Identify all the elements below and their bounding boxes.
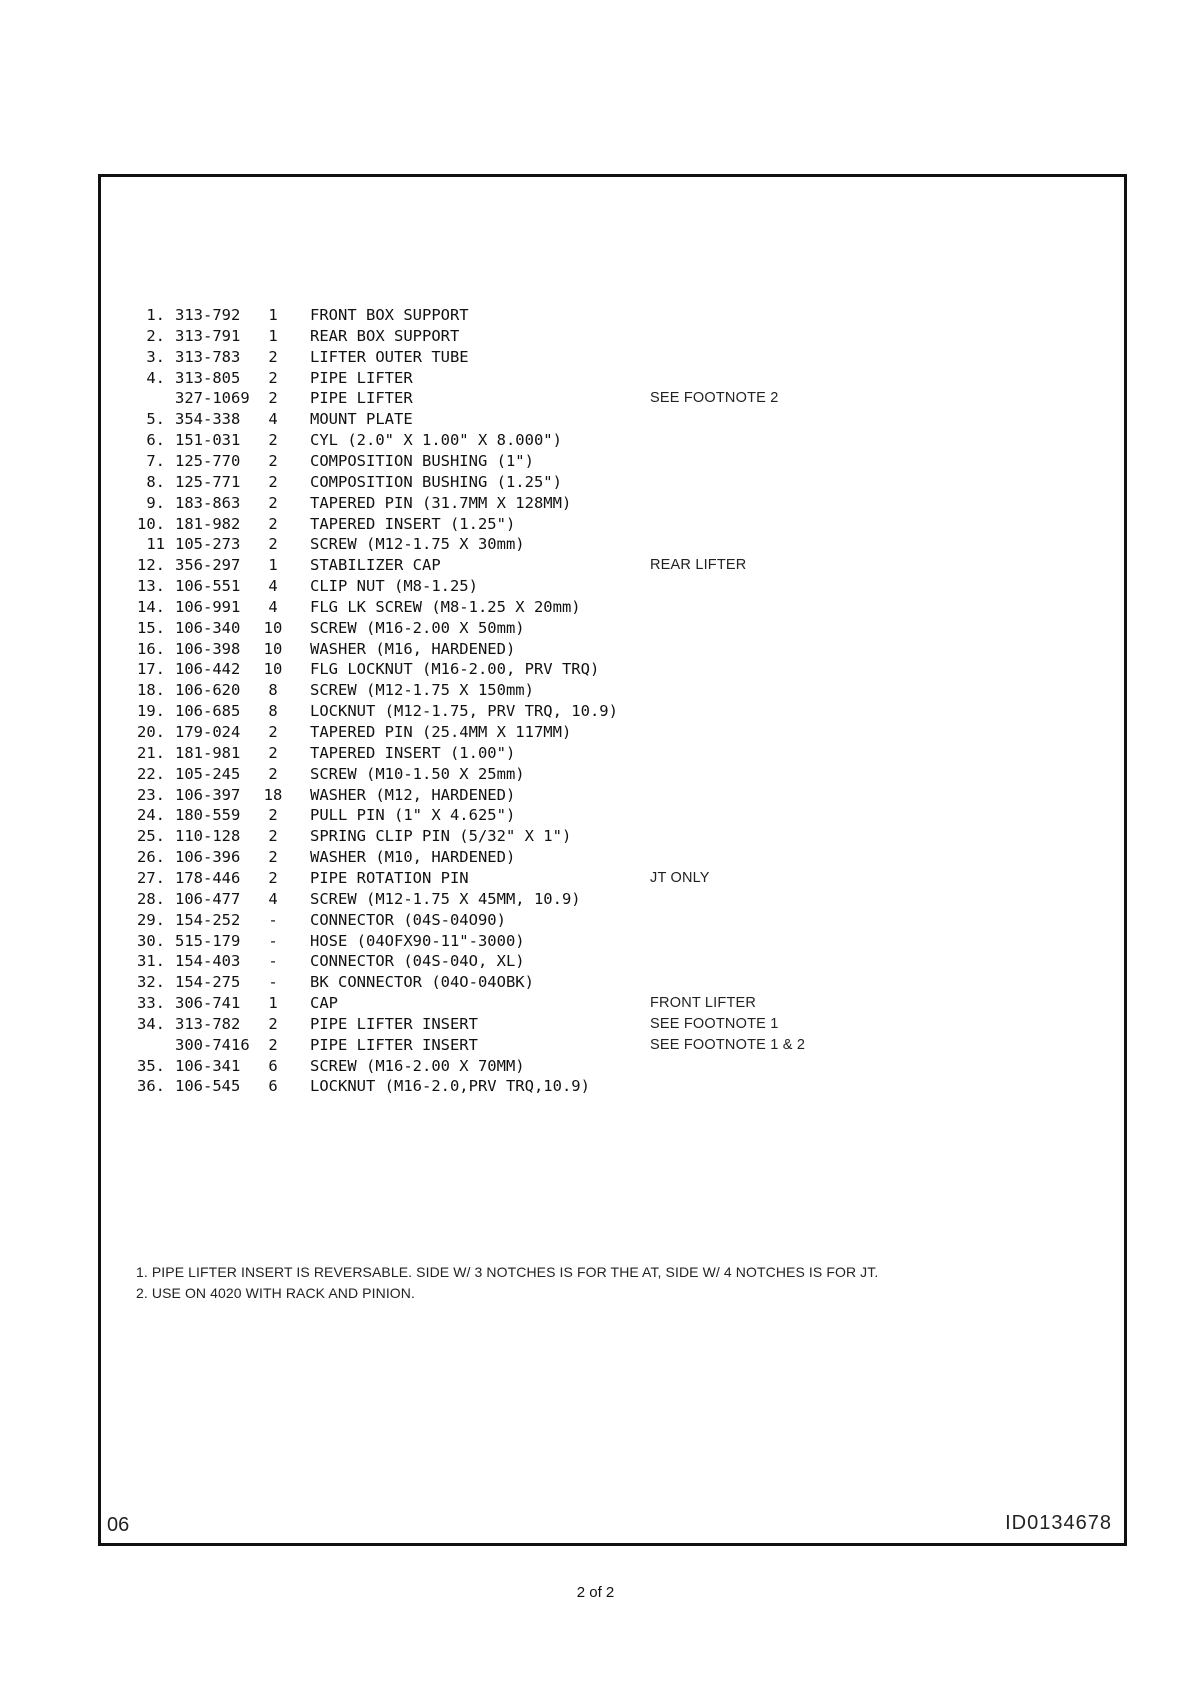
part-number: 106-340	[175, 618, 241, 637]
part-number: 179-024	[175, 723, 241, 741]
item-number: 34.	[137, 1014, 165, 1033]
quantity: 2	[268, 368, 278, 387]
part-number: 106-991	[175, 597, 241, 616]
part-number: 313-791	[175, 326, 241, 345]
quantity: 2	[268, 1014, 278, 1033]
description: FLG LOCKNUT (M16-2.00, PRV TRQ)	[310, 660, 600, 679]
part-number: 154-403	[175, 952, 241, 971]
quantity: 2	[268, 1035, 278, 1054]
description: SPRING CLIP PIN (5/32" X 1")	[310, 827, 572, 846]
quantity: 2	[268, 347, 278, 366]
quantity: 2	[268, 827, 278, 846]
part-number: 106-442	[175, 660, 241, 679]
quantity: 18	[263, 785, 283, 804]
item-number: 4.	[146, 368, 165, 387]
footnote-2: 2. USE ON 4020 WITH RACK AND PINION.	[136, 1285, 415, 1301]
quantity: 10	[263, 618, 283, 637]
description: MOUNT PLATE	[310, 410, 413, 429]
description: FRONT BOX SUPPORT	[310, 306, 469, 324]
quantity: -	[268, 910, 278, 929]
item-number: 32.	[137, 973, 165, 992]
part-number: 313-782	[175, 1014, 241, 1033]
part-number: 327-1069	[175, 389, 250, 408]
item-number: 25.	[137, 827, 165, 846]
quantity: 6	[268, 1056, 278, 1075]
part-number: 178-446	[175, 868, 241, 887]
quantity: 2	[268, 806, 278, 825]
description: SCREW (M12-1.75 X 30mm)	[310, 535, 525, 554]
part-number: 106-477	[175, 889, 241, 908]
part-number: 313-805	[175, 368, 241, 387]
description: PIPE LIFTER	[310, 389, 413, 408]
item-number: 13.	[137, 577, 165, 596]
description: SCREW (M16-2.00 X 50mm)	[310, 618, 525, 637]
part-number: 106-398	[175, 639, 241, 658]
quantity: 2	[268, 493, 278, 512]
description: PIPE LIFTER INSERT	[310, 1014, 478, 1033]
description: TAPERED INSERT (1.25")	[310, 514, 516, 533]
part-number: 106-397	[175, 785, 241, 804]
note: SEE FOOTNOTE 1 & 2	[650, 1036, 806, 1053]
item-number: 15.	[137, 618, 165, 637]
part-number: 183-863	[175, 493, 241, 512]
quantity: 2	[268, 848, 278, 867]
description: FLG LK SCREW (M8-1.25 X 20mm)	[310, 597, 581, 616]
description: LOCKNUT (M16-2.0,PRV TRQ,10.9)	[310, 1077, 590, 1096]
description: SCREW (M12-1.75 X 150mm)	[310, 681, 534, 700]
footnotes	[136, 1262, 878, 1304]
description: CAP	[310, 994, 338, 1013]
quantity: 2	[268, 472, 278, 491]
description: WASHER (M12, HARDENED)	[310, 785, 516, 804]
item-number: 33.	[137, 994, 165, 1013]
item-number: 22.	[137, 764, 165, 783]
item-number: 3.	[146, 347, 165, 366]
part-number: 106-341	[175, 1056, 241, 1075]
part-number: 306-741	[175, 994, 241, 1013]
item-number: 5.	[146, 410, 165, 429]
quantity: 4	[268, 597, 278, 616]
item-number: 10.	[137, 514, 165, 533]
part-number: 106-620	[175, 681, 241, 700]
quantity: -	[268, 931, 278, 950]
revision-number: 06	[107, 1514, 130, 1536]
part-number: 154-275	[175, 973, 241, 992]
part-number: 300-7416	[175, 1035, 250, 1054]
item-number: 20.	[137, 723, 165, 741]
description: WASHER (M10, HARDENED)	[310, 848, 516, 867]
part-number: 125-771	[175, 472, 241, 491]
quantity: 4	[268, 410, 278, 429]
quantity: 10	[263, 639, 283, 658]
item-number: 9.	[146, 493, 165, 512]
item-number: 21.	[137, 743, 165, 762]
description: WASHER (M16, HARDENED)	[310, 639, 516, 658]
description: SCREW (M12-1.75 X 45MM, 10.9)	[310, 889, 581, 908]
drawing-frame	[98, 174, 1127, 1546]
item-number: 31.	[137, 952, 165, 971]
description: TAPERED INSERT (1.00")	[310, 743, 516, 762]
item-number: 12.	[137, 556, 165, 575]
page-number: 2 of 2	[576, 1584, 615, 1601]
item-number: 26.	[137, 848, 165, 867]
part-number: 106-685	[175, 702, 241, 721]
note: REAR LIFTER	[650, 557, 747, 574]
quantity: 1	[268, 994, 278, 1013]
item-number: 24.	[137, 806, 165, 825]
item-number: 11	[146, 535, 165, 554]
quantity: 2	[268, 389, 278, 408]
description: COMPOSITION BUSHING (1.25")	[310, 472, 562, 491]
quantity: 2	[268, 431, 278, 450]
part-number: 105-245	[175, 764, 241, 783]
part-number: 110-128	[175, 827, 241, 846]
quantity: 2	[268, 723, 278, 741]
quantity: 10	[263, 660, 283, 679]
part-number: 180-559	[175, 806, 241, 825]
quantity: 2	[268, 535, 278, 554]
part-number: 125-770	[175, 451, 241, 470]
quantity: 4	[268, 889, 278, 908]
part-number: 356-297	[175, 556, 241, 575]
description: TAPERED PIN (25.4MM X 117MM)	[310, 723, 572, 741]
item-number: 1.	[146, 306, 165, 324]
item-number: 8.	[146, 472, 165, 491]
item-number: 18.	[137, 681, 165, 700]
part-number: 106-545	[175, 1077, 241, 1096]
description: COMPOSITION BUSHING (1")	[310, 451, 534, 470]
quantity: 6	[268, 1077, 278, 1096]
item-number: 14.	[137, 597, 165, 616]
description: CONNECTOR (04S-04O, XL)	[310, 952, 525, 971]
item-number: 2.	[146, 326, 165, 345]
note: SEE FOOTNOTE 1	[650, 1015, 779, 1032]
description: PIPE LIFTER	[310, 368, 413, 387]
quantity: -	[268, 973, 278, 992]
description: LIFTER OUTER TUBE	[310, 347, 469, 366]
description: HOSE (04OFX90-11"-3000)	[310, 931, 525, 950]
description: SCREW (M10-1.50 X 25mm)	[310, 764, 525, 783]
description: CLIP NUT (M8-1.25)	[310, 577, 478, 596]
quantity: 4	[268, 577, 278, 596]
item-number: 36.	[137, 1077, 165, 1096]
part-number: 106-551	[175, 577, 241, 596]
part-number: 151-031	[175, 431, 241, 450]
description: TAPERED PIN (31.7MM X 128MM)	[310, 493, 572, 512]
part-number: 313-783	[175, 347, 241, 366]
description: PIPE LIFTER INSERT	[310, 1035, 478, 1054]
quantity: 1	[268, 556, 278, 575]
item-number: 6.	[146, 431, 165, 450]
item-number: 17.	[137, 660, 165, 679]
item-number: 35.	[137, 1056, 165, 1075]
document-id: ID0134678	[1005, 1512, 1112, 1534]
quantity: 1	[268, 326, 278, 345]
quantity: 1	[268, 306, 278, 324]
part-number: 105-273	[175, 535, 241, 554]
description: CYL (2.0" X 1.00" X 8.000")	[310, 431, 562, 450]
quantity: 2	[268, 514, 278, 533]
note: SEE FOOTNOTE 2	[650, 390, 779, 407]
description: LOCKNUT (M12-1.75, PRV TRQ, 10.9)	[310, 702, 618, 721]
item-number: 23.	[137, 785, 165, 804]
part-number: 515-179	[175, 931, 241, 950]
quantity: 2	[268, 743, 278, 762]
item-number: 29.	[137, 910, 165, 929]
quantity: 2	[268, 868, 278, 887]
item-number: 16.	[137, 639, 165, 658]
note: JT ONLY	[650, 869, 710, 886]
item-number: 30.	[137, 931, 165, 950]
description: STABILIZER CAP	[310, 556, 441, 575]
item-number: 28.	[137, 889, 165, 908]
item-number: 27.	[137, 868, 165, 887]
part-number: 106-396	[175, 848, 241, 867]
description: REAR BOX SUPPORT	[310, 326, 460, 345]
item-number: 19.	[137, 702, 165, 721]
note: FRONT LIFTER	[650, 995, 757, 1012]
description: CONNECTOR (04S-04O90)	[310, 910, 506, 929]
footnote-1: 1. PIPE LIFTER INSERT IS REVERSABLE. SIDE W/ 3 NOTCHES IS FOR THE AT, SIDE W/ 4 NOTCHES IS FOR JT.	[136, 1264, 879, 1280]
quantity: 2	[268, 451, 278, 470]
part-number: 181-981	[175, 743, 241, 762]
quantity: -	[268, 952, 278, 971]
description: BK CONNECTOR (04O-04OBK)	[310, 973, 534, 992]
part-number: 313-792	[175, 306, 241, 324]
item-number: 7.	[146, 451, 165, 470]
quantity: 8	[268, 681, 278, 700]
description: PULL PIN (1" X 4.625")	[310, 806, 516, 825]
description: PIPE ROTATION PIN	[310, 868, 469, 887]
part-number: 154-252	[175, 910, 241, 929]
quantity: 8	[268, 702, 278, 721]
description: SCREW (M16-2.00 X 70MM)	[310, 1056, 525, 1075]
quantity: 2	[268, 764, 278, 783]
part-number: 181-982	[175, 514, 241, 533]
part-number: 354-338	[175, 410, 241, 429]
